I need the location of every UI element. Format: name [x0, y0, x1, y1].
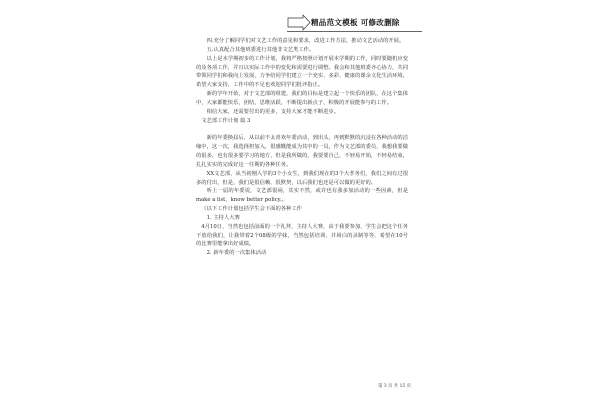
list-heading: 2. 新年委的一次集体活动: [206, 250, 267, 257]
template-banner: [287, 12, 422, 32]
paragraph: 四.充分了解同学们对文艺工作的意见和要求，改进工作方法，推动文艺活动的开展。: [206, 38, 405, 44]
document-body: [196, 37, 408, 258]
page-number: 第 3 页 共 15 页: [378, 384, 411, 389]
paragraph: 新的年委换届后，从以前不太喜欢年委活动，到出头，再到默默的沉浸在各种活动的洁缘中，这一次，我选择担加入，很感慨能成为其中的一员，作为文艺部的委员，我想我要做的很多，也有很多要学习的地方，但是我所做的，我要要自己，不轻易开始，不轻易结束，扎扎实实的完成好这一任期的各种任务。: [196, 135, 408, 168]
blank-line: [196, 125, 408, 134]
paragraph: 新的学年开始，对于文艺部的组建，我们的目标是建立起一个快乐的团队，在这个集体中，大家都能快乐，团结，思维活跃，不断提出新点子，积极的开展能参与的工作。: [196, 91, 408, 106]
paragraph: 以上是本学期初步的工作计划，我将严格按照计划开展本学期的工作，同时要随机应变的及各项工作，并且以实际工作中的变化和需要进行调整。我会和其他班委齐心协力，共同带领同学们和我向上发展，力争给同学们建立一个充实、多彩、健康的课余文化生活环境，希望大家支持，工作中的不足也欢迎同学们批评指正。: [196, 55, 408, 89]
list-heading: 1. 主持人大赛: [206, 214, 240, 221]
section-heading: 文艺部工作计划 篇 3: [201, 117, 251, 124]
paragraph: 听上一届的年委说，文艺部很闲，其实不然，或许也有我多加活动的一些因素，但是make a list，know better policy.。: [196, 188, 408, 204]
paragraph: 4月10日，当然也包括前面的一个礼拜，主持人大赛，由于我要参加，学生会把这个任务下放给我们，让我带着2个08级的学妹，当然包括培训，并场白的录制等等，希望在10号的比赛里能拿出好成绩。: [196, 223, 408, 248]
paragraph: 相信大家，还需要付出的更多，支持大家才能不断进步。: [206, 108, 340, 115]
paragraph: （以下工作计划包括学生会下面的各种工作: [201, 206, 302, 213]
banner-title: 精品范文模板 可修改删除: [311, 18, 400, 27]
paragraph: 五.认真配合其他班委进行其他非文艺类工作。: [206, 46, 315, 53]
paragraph: XX文艺部，从当初刚入学的3个小女生，到我们现在的3个大孝务们，我们之间有过很多的付出，但是，我们是很信赖、很默契，以后我们也还是可以做的更好的。: [196, 170, 408, 186]
